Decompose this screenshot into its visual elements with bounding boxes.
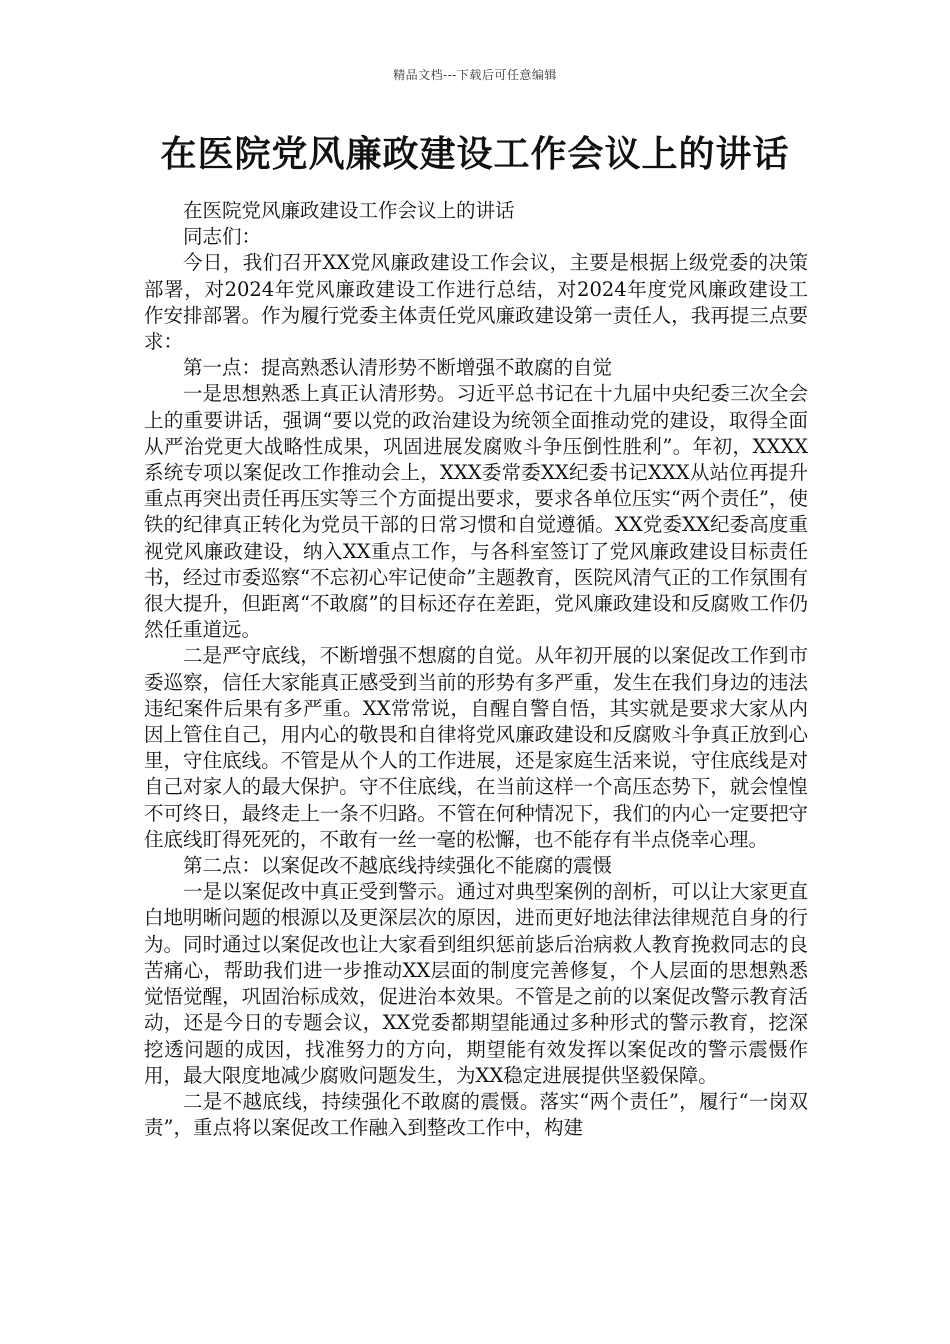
paragraph-salutation: 同志们： [183, 225, 262, 249]
paragraph-subtitle: 在医院党风廉政建设工作会议上的讲话 [183, 199, 515, 222]
paragraph: 二是不越底线，持续强化不敢腐的震慑。落实“两个责任”，履行“一岗双责”，重点将以案促改工作融入到整改工作中，构建 [144, 1089, 808, 1140]
section-heading-2: 第二点：以案促改不越底线持续强化不能腐的震慑 [183, 854, 613, 878]
paragraph: 一是思想熟悉上真正认清形势。习近平总书记在十九届中央纪委三次全会上的重要讲话，强调“要以党的政治建设为统领全面推动党的建设，取得全面从严治党更大战略性成果，巩固进展发腐败斗争压倒性胜利”。年初，XXXX系统专项以案促改工作推动会上，XXX委常委XX纪委书记XXX从站位再提升重点再突出责任再压实等三个方面提出要求，要求各单位压实“两个责任”，使铁的纪律真正转化为党员干部的日常习惯和自觉遵循。XX党委XX纪委高度重视党风廉政建设，纳入XX重点工作，与各科室签订了党风廉政建设目标责任书，经过市委巡察“不忘初心牢记使命”主题教育，医院风清气正的工作氛围有很大提升，但距离“不敢腐”的目标还存在差距，党风廉政建设和反腐败工作仍然任重道远。 [144, 382, 808, 642]
paragraph: 一是以案促改中真正受到警示。通过对典型案例的剖析，可以让大家更直白地明晰问题的根源以及更深层次的原因，进而更好地法律法律规范自身的行为。同时通过以案促改也让大家看到组织惩前毖后治病救人教育挽救同志的良苦痛心，帮助我们进一步推动XX层面的制度完善修复，个人层面的思想熟悉觉悟觉醒，巩固治标成效，促进治本效果。不管是之前的以案促改警示教育活动，还是今日的专题会议，XX党委都期望能通过多种形式的警示教育，挖深挖透问题的成因，找准努力的方向，期望能有效发挥以案促改的警示震慑作用，最大限度地减少腐败问题发生，为XX稳定进展提供坚毅保障。 [144, 880, 808, 1087]
paragraph: 二是严守底线，不断增强不想腐的自觉。从年初开展的以案促改工作到市委巡察，信任大家能真正感受到当前的形势有多严重，发生在我们身边的违法违纪案件后果有多严重。XX常常说，自醒自警自悟，其实就是要求大家从内因上管住自己，用内心的敬畏和自律将党风廉政建设和反腐败斗争真正放到心里，守住底线。不管是从个人的工作进展，还是家庭生活来说，守住底线是对自己对家人的最大保护。守不住底线，在当前这样一个高压态势下，就会惶惶不可终日，最终走上一条不归路。不管在何种情况下，我们的内心一定要把守住底线盯得死死的，不敢有一丝一毫的松懈，也不能存有半点侥幸心理。 [144, 644, 808, 851]
header-note: 精品文档---下载后可任意编辑 [393, 68, 557, 82]
document-body [144, 198, 808, 1141]
document-title: 在医院党风廉政建设工作会议上的讲话 [160, 134, 790, 175]
paragraph-intro: 今日，我们召开XX党风廉政建设工作会议，主要是根据上级党委的决策部署，对2024年党风廉政建设工作进行总结，对2024年度党风廉政建设工作安排部署。作为履行党委主体责任党风廉政建设第一责任人，我再提三点要求： [144, 251, 808, 354]
section-heading-1: 第一点：提高熟悉认清形势不断增强不敢腐的自觉 [183, 356, 613, 380]
